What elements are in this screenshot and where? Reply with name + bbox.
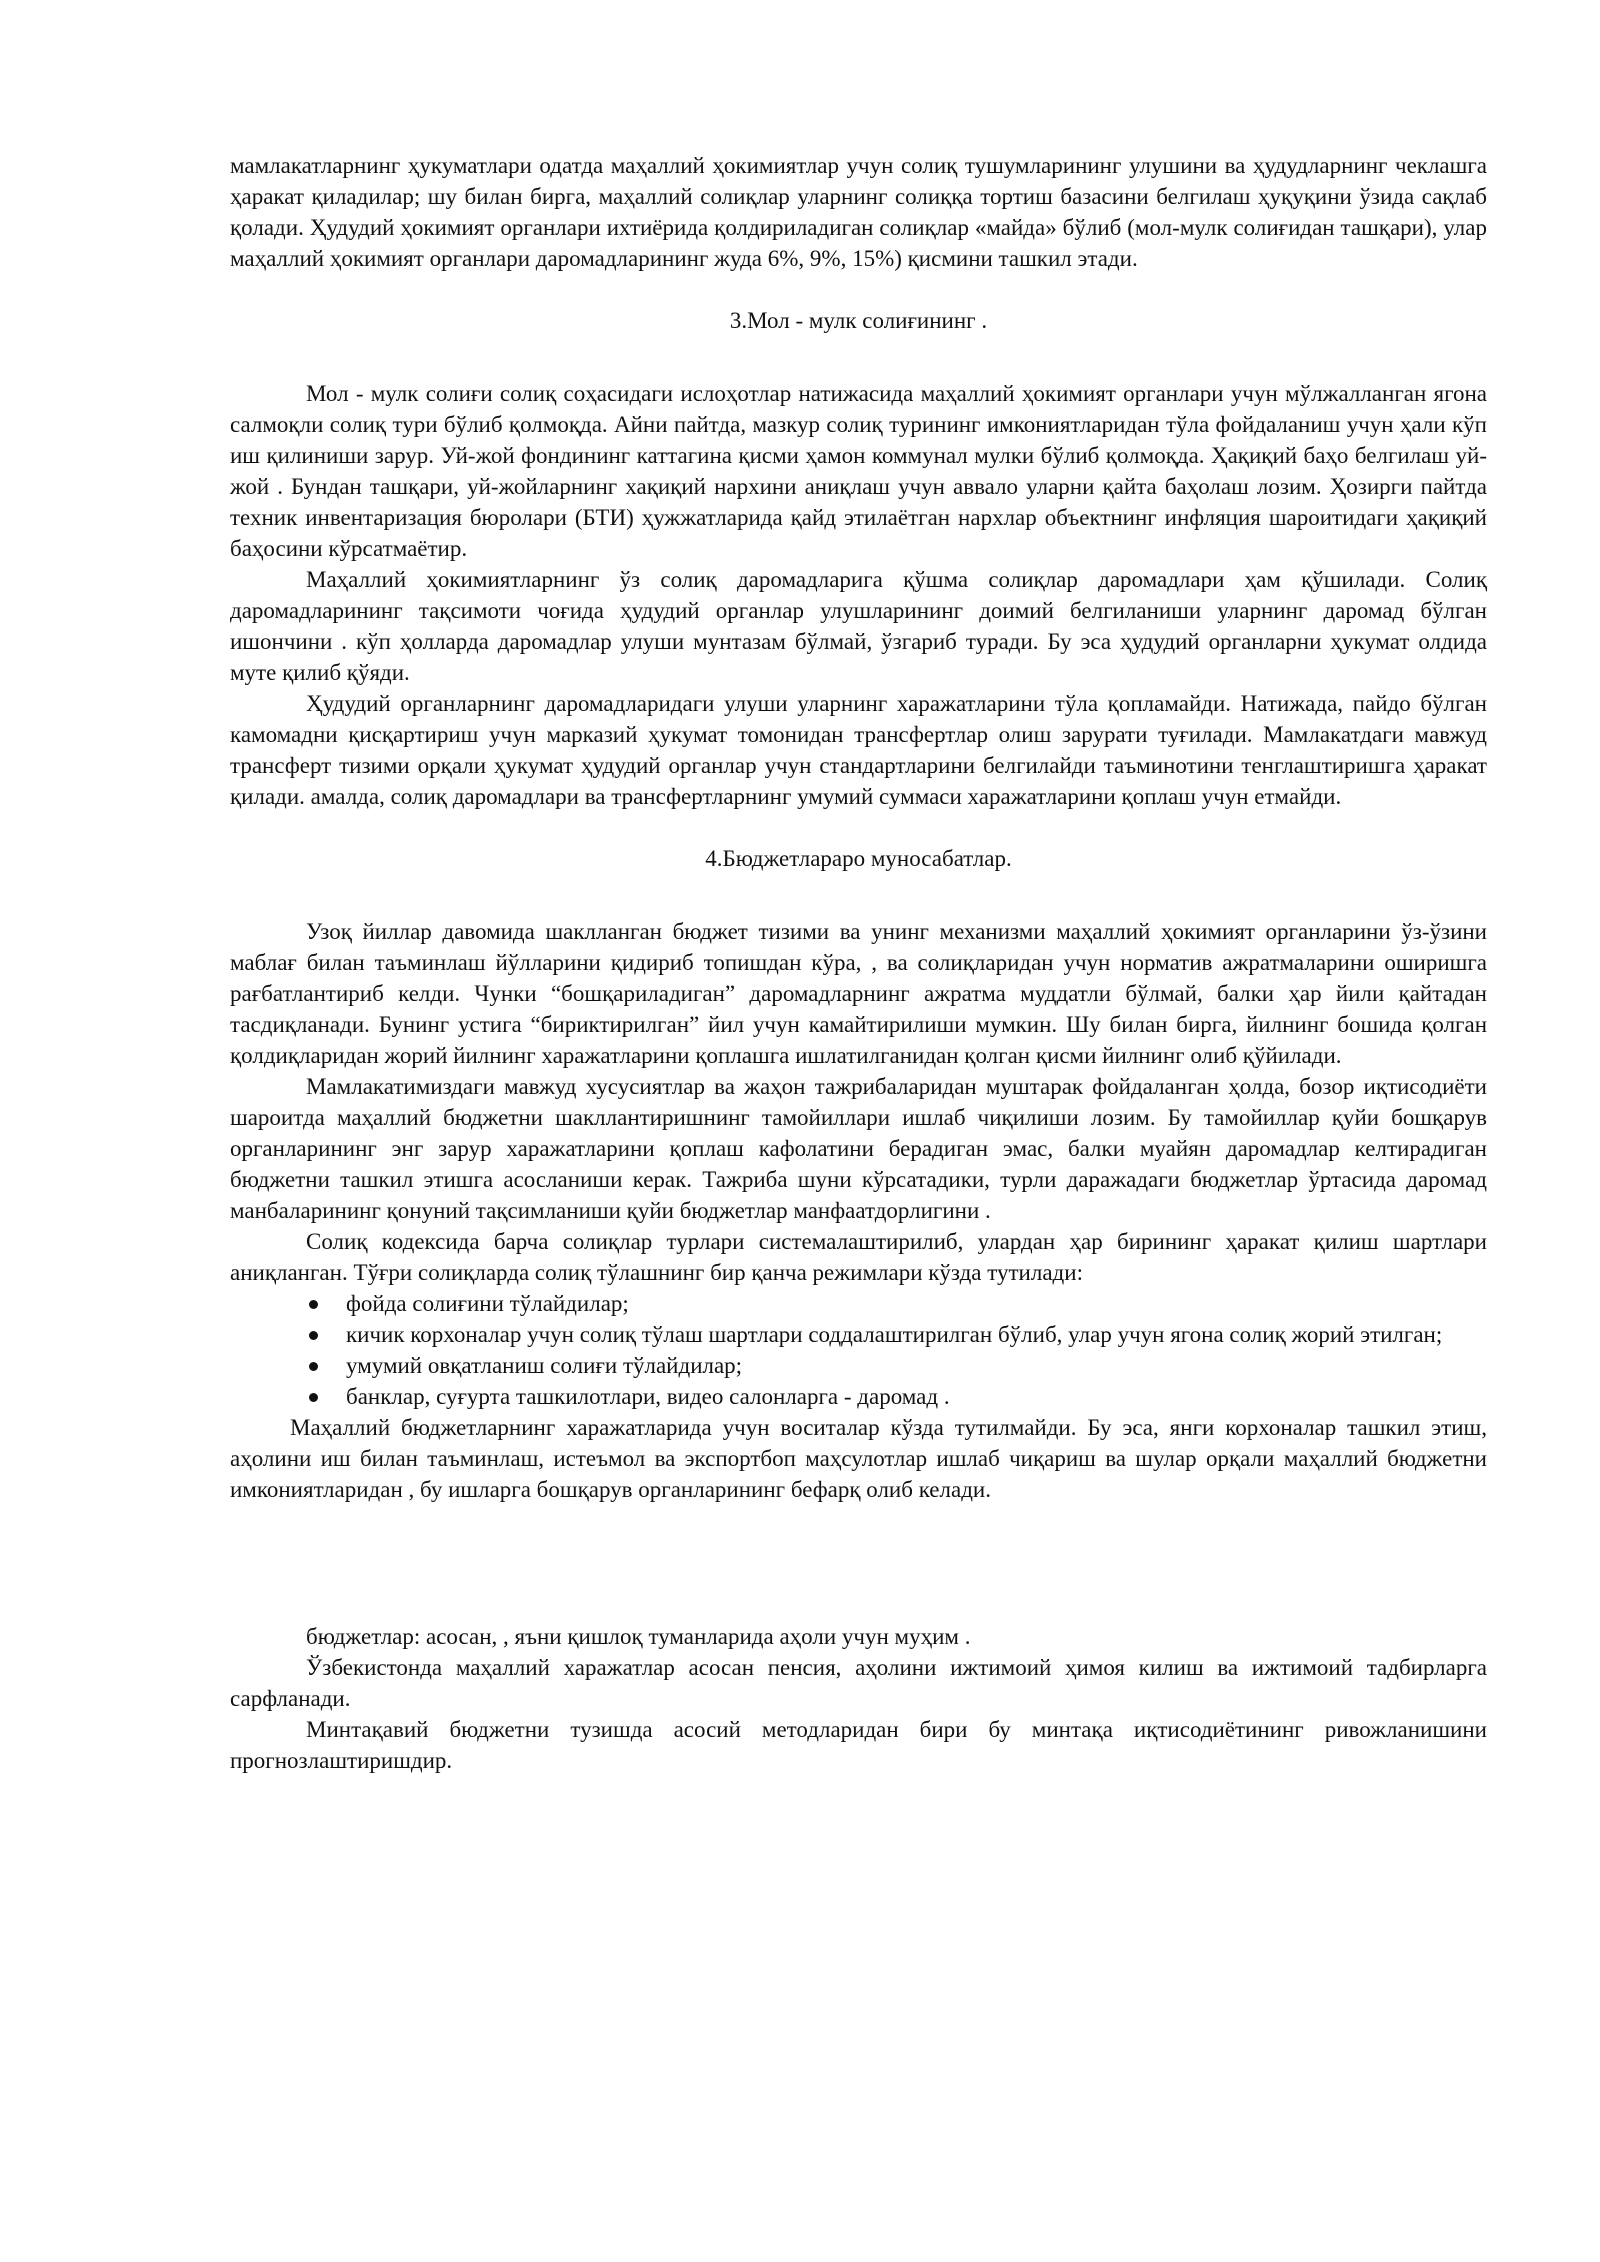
- section-4-heading: 4.Бюджетлараро муносабатлар.: [705, 846, 1012, 871]
- bottom-paragraph-3: Минтақавий бюджетни тузишда асосий методларидан бири бу минтақа иқтисодиётининг ривожланишини прогнозлаштиришдир.: [230, 1717, 1487, 1773]
- section-4-paragraph-1: Узоқ йиллар давомида шаклланган бюджет тизими ва унинг механизми маҳаллий ҳокимият органларини ўз-ўзини маблағ билан таъминлаш йўлларини қидириб топишдан кўра, , ва солиқларидан учун норматив ажратмаларини оширишга рағбатлантириб келди. Чунки “бошқариладиган” даромадларнинг ажратма муддатли бўлмай, балки ҳар йили қайтадан тасдиқланади. Бунинг устига “бириктирилган” йил учун камайтирилиши мумкин. Шу билан бирга, йилнинг бошида қолган қолдиқларидан жорий йилнинг харажатларини қоплашга ишлатилганидан қолган қисми йилнинг олиб қўйилади.: [230, 919, 1487, 1068]
- section-3-heading: 3.Мол - мулк солиғининг .: [729, 308, 988, 333]
- section-4-paragraph-after-list: Маҳаллий бюджетларнинг харажатларида учун воситалар кўзда тутилмайди. Бу эса, янги корхоналар ташкил этиш, аҳолини иш билан таъминлаш, истеъмол ва экспортбоп маҳсулотлар ишлаб чиқариш ва шулар орқали маҳаллий бюджетни имкониятларидан , бу ишларга бошқарув органларининг бефарқ олиб келади.: [230, 1415, 1487, 1502]
- section-3-paragraph-1: Мол - мулк солиғи солиқ соҳасидаги ислоҳотлар натижасида маҳаллий ҳокимият органлари учун мўлжалланган ягона салмоқли солиқ тури бўлиб қолмоқда. Айни пайтда, мазкур солиқ турининг имкониятларидан тўла фойдаланиш учун ҳали кўп иш қилиниши зарур. Уй-жой фондининг каттагина қисми ҳамон коммунал мулки бўлиб қолмоқда. Ҳақиқий баҳо белгилаш уй-жой . Бундан ташқари, уй-жойларнинг хақиқий нархини аниқлаш учун аввало уларни қайта баҳолаш лозим. Ҳозирги пайтда техник инвентаризация бюролари (БТИ) ҳужжатларида қайд этилаётган нархлар объектнинг инфляция шароитидаги ҳақиқий баҳосини кўрсатмаётир.: [230, 381, 1487, 561]
- bottom-paragraph-2: Ўзбекистонда маҳаллий харажатлар асосан пенсия, аҳолини ижтимоий ҳимоя килиш ва ижтимоий тадбирларга сарфланади.: [230, 1655, 1487, 1711]
- list-item: [346, 1350, 1487, 1381]
- document-page: [230, 150, 1487, 1776]
- paragraph-top: мамлакатларнинг ҳукуматлари одатда маҳаллий ҳокимиятлар учун солиқ тушумларининг улушини ва ҳудудларнинг чеклашга ҳаракат қиладилар; шу билан бирга, маҳаллий солиқлар уларнинг солиққа тортиш базасини белгилаш ҳуқуқини ўзида сақлаб қолади. Ҳудудий ҳокимият органлари ихтиёрида қолдириладиган солиқлар «майда» бўлиб (мол-мулк солиғидан ташқари), улар маҳаллий ҳокимият органлари даромадларининг жуда 6%, 9%, 15%) қисмини ташкил этади.: [230, 153, 1487, 271]
- bottom-paragraph-1: бюджетлар: асосан, , яъни қишлоқ туманларида аҳоли учун муҳим .: [306, 1624, 971, 1649]
- list-item-text: умумий овқатланиш солиғи тўлайдилар;: [346, 1353, 743, 1378]
- list-item: [346, 1319, 1487, 1350]
- list-item: [346, 1381, 1487, 1412]
- section-3-paragraph-2: Маҳаллий ҳокимиятларнинг ўз солиқ даромадларига қўшма солиқлар даромадлари ҳам қўшилади. Солиқ даромадларининг тақсимоти чоғида ҳудудий органлар улушларининг доимий белгиланиши уларнинг даромад бўлган ишончини . кўп ҳолларда даромадлар улуши мунтазам бўлмай, ўзгариб туради. Бу эса ҳудудий органларни ҳукумат олдида муте қилиб қўяди.: [230, 567, 1487, 685]
- bullet-dot-icon: [309, 1362, 318, 1371]
- section-4-paragraph-2: Мамлакатимиздаги мавжуд хусусиятлар ва жаҳон тажрибаларидан муштарак фойдаланган ҳолда, бозор иқтисодиёти шароитда маҳаллий бюджетни шакллантиришнинг тамойиллари ишлаб чиқилиши лозим. Бу тамойиллар қуйи бошқарув органларининг энг зарур харажатларини қоплаш кафолатини берадиган эмас, балки муайян даромадлар келтирадиган бюджетни ташкил этишга асосланиши керак. Тажриба шуни кўрсатадики, турли даражадаги бюджетлар ўртасида даромад манбаларининг қонуний тақсимланиши қуйи бюджетлар манфаатдорлигини .: [230, 1074, 1487, 1223]
- bullet-dot-icon: [309, 1331, 318, 1340]
- section-4-paragraph-3: Солиқ кодексида барча солиқлар турлари системалаштирилиб, улардан ҳар бирининг ҳаракат қилиш шартлари аниқланган. Тўғри солиқларда солиқ тўлашнинг бир қанча режимлари кўзда тутилади:: [230, 1229, 1487, 1285]
- list-item-text: банклар, суғурта ташкилотлари, видео салонларга - даромад .: [346, 1384, 950, 1409]
- tax-regime-list: [230, 1288, 1487, 1412]
- section-3-paragraph-3: Ҳудудий органларнинг даромадларидаги улуши уларнинг харажатларини тўла қопламайди. Натижада, пайдо бўлган камомадни қисқартириш учун марказий ҳукумат томонидан трансфертлар олиш зарурати туғилади. Мамлакатдаги мавжуд трансферт тизими орқали ҳукумат ҳудудий органлар учун стандартларини белгилайди таъминотини тенглаштиришга ҳаракат қилади. амалда, солиқ даромадлари ва трансфертларнинг умумий суммаси харажатларини қоплаш учун етмайди.: [230, 691, 1487, 809]
- bullet-dot-icon: [309, 1393, 318, 1402]
- list-item: [346, 1288, 1487, 1319]
- bullet-dot-icon: [309, 1300, 318, 1309]
- list-item-text: фойда солиғини тўлайдилар;: [346, 1291, 629, 1316]
- list-item-text: кичик корхоналар учун солиқ тўлаш шартлари соддалаштирилган бўлиб, улар учун ягона солиқ жорий этилган;: [346, 1322, 1443, 1347]
